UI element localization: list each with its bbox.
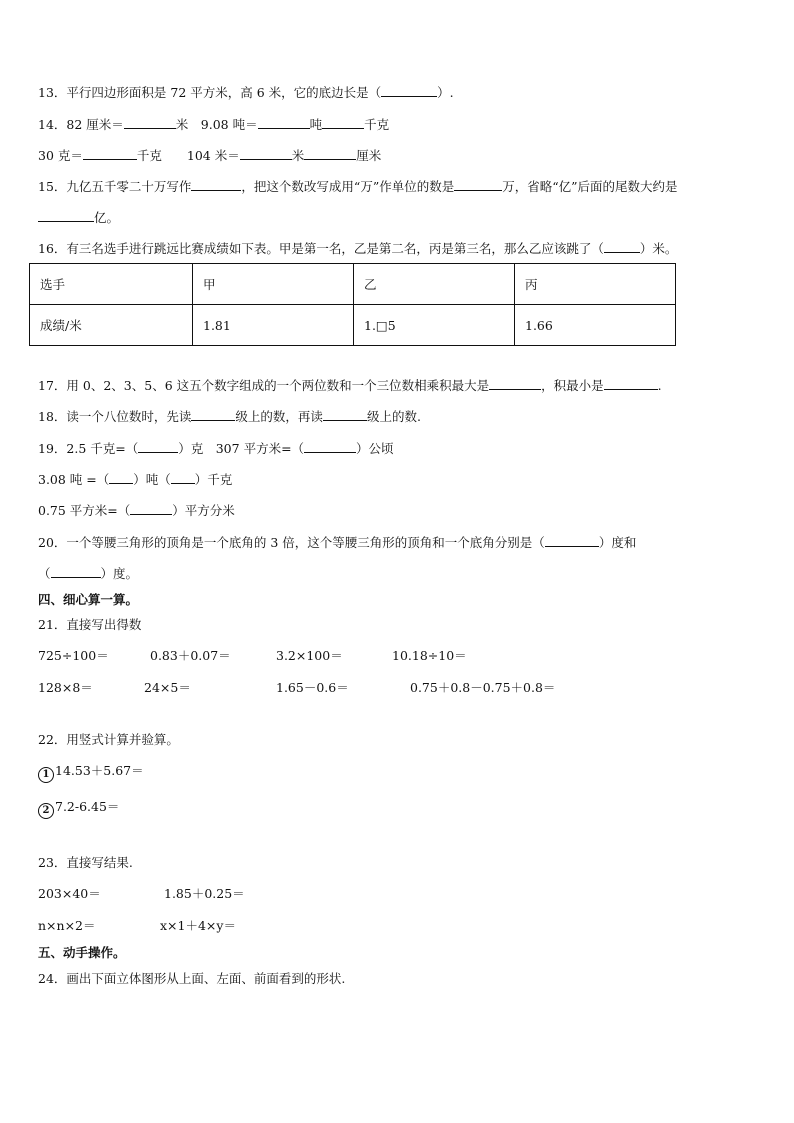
answer-blank[interactable]: [454, 178, 502, 191]
question-14-line-2: [38, 147, 381, 164]
answer-blank[interactable]: [138, 440, 178, 453]
q15-text: 15．九亿五千零二十万写作: [38, 179, 192, 194]
q14-text: 30 克＝: [38, 148, 83, 163]
table-cell: 成绩/米: [30, 305, 193, 346]
table-cell: 1.66: [515, 305, 676, 346]
calc-item: 14.53＋5.67＝: [55, 763, 144, 778]
answer-blank[interactable]: [51, 565, 101, 578]
circled-number-1-icon: 1: [38, 767, 54, 783]
answer-blank[interactable]: [489, 377, 541, 390]
section-heading: 四、细心算一算。: [38, 592, 139, 607]
q15-text: 亿。: [94, 210, 120, 225]
question-15-line-1: [38, 178, 678, 195]
q20-text: （: [38, 566, 51, 581]
q20-text: 20．一个等腰三角形的顶角是一个底角的 3 倍，这个等腰三角形的顶角和一个底角分别是（: [38, 535, 545, 550]
question-17: [38, 377, 662, 394]
q13-text: 13．平行四边形面积是 72 平方米，高 6 米，它的底边长是（: [38, 85, 382, 100]
question-19-line-1: [38, 440, 394, 457]
calc-item: 7.2-6.45＝: [55, 799, 120, 814]
q19-text: ）公顷: [356, 441, 394, 456]
q19-text: ）克 307 平方米=（: [178, 441, 305, 456]
q18-text: 18．读一个八位数时，先读: [38, 409, 192, 424]
table-cell: 1.81: [193, 305, 354, 346]
calc-item: 0.75＋0.8－0.75＋0.8＝: [410, 680, 556, 695]
q22-item-1: [38, 763, 144, 783]
answer-blank[interactable]: [191, 178, 241, 191]
q19-text: 3.08 吨 =（: [38, 472, 110, 487]
calc-item: 3.2×100＝: [276, 648, 343, 663]
q19-text: ）吨（: [133, 472, 171, 487]
q20-text: ）度。: [100, 566, 139, 581]
question-23-title: 23．直接写结果.: [38, 855, 133, 870]
question-15-line-2: [38, 209, 119, 226]
q15-text: 万，省略“亿”后面的尾数大约是: [502, 179, 678, 194]
table-header-row: [30, 264, 676, 305]
answer-blank[interactable]: [381, 84, 437, 97]
calc-item: 203×40＝: [38, 886, 101, 901]
calc-item: 0.83＋0.07＝: [150, 648, 231, 663]
answer-blank[interactable]: [604, 240, 640, 253]
answer-blank[interactable]: [304, 147, 356, 160]
q14-text: 千克 104 米＝: [136, 148, 240, 163]
q19-text: 0.75 平方米=（: [38, 503, 131, 518]
circled-number-2-icon: 2: [38, 803, 54, 819]
table-cell: 甲: [193, 264, 354, 305]
q20-text: ）度和: [598, 535, 637, 550]
calc-item: x×1＋4×y＝: [160, 918, 236, 933]
answer-blank[interactable]: [130, 502, 172, 515]
question-16: [38, 240, 677, 257]
q13-text-end: ）.: [437, 85, 454, 100]
question-19-line-2: [38, 471, 232, 488]
q15-text: ，把这个数改写成用“万”作单位的数是: [241, 179, 455, 194]
q19-text: ）千克: [194, 472, 233, 487]
q14-text: 吨: [309, 117, 323, 132]
calc-item: 1.65－0.6＝: [276, 680, 349, 695]
q19-text: ）平方分米: [172, 503, 235, 518]
q17-text: 17．用 0、2、3、5、6 这五个数字组成的一个两位数和一个三位数相乘积最大是: [38, 378, 490, 393]
answer-blank[interactable]: [240, 147, 292, 160]
calc-item: 725÷100＝: [38, 648, 109, 663]
answer-blank[interactable]: [191, 408, 235, 421]
q17-text: ，积最小是: [541, 378, 604, 393]
answer-blank[interactable]: [258, 116, 310, 129]
q14-text: 千克: [364, 117, 390, 132]
calc-item: 1.85＋0.25＝: [164, 886, 245, 901]
answer-blank[interactable]: [124, 116, 176, 129]
answer-blank[interactable]: [109, 471, 133, 484]
answer-blank[interactable]: [604, 377, 658, 390]
q14-text: 14．82 厘米＝: [38, 117, 124, 132]
q18-text: 级上的数.: [366, 409, 421, 424]
calc-item: 128×8＝: [38, 680, 93, 695]
answer-blank[interactable]: [171, 471, 195, 484]
q22-item-2: [38, 799, 119, 819]
q19-text: 19．2.5 千克=（: [38, 441, 139, 456]
calc-item: 10.18÷10＝: [392, 648, 467, 663]
q14-text: 米: [291, 148, 305, 163]
answer-blank[interactable]: [545, 534, 599, 547]
question-19-line-3: [38, 502, 235, 519]
q16-text: 16．有三名选手进行跳远比赛成绩如下表。甲是第一名，乙是第二名，丙是第三名，那么乙应该跳了（: [38, 241, 604, 256]
q17-text: .: [657, 378, 662, 393]
question-21-title: 21．直接写出得数: [38, 617, 142, 632]
question-18: [38, 408, 421, 425]
table-cell: 丙: [515, 264, 676, 305]
answer-blank[interactable]: [323, 408, 367, 421]
table-cell: 选手: [30, 264, 193, 305]
section-heading: 五、动手操作。: [38, 945, 126, 960]
question-22-title: 22．用竖式计算并验算。: [38, 732, 179, 747]
table-cell: 1.□5: [354, 305, 515, 346]
answer-blank[interactable]: [304, 440, 356, 453]
table-cell: 乙: [354, 264, 515, 305]
q18-text: 级上的数，再读: [235, 409, 323, 424]
question-13: [38, 84, 454, 101]
q16-text: ）米。: [639, 241, 678, 256]
calc-item: 24×5＝: [144, 680, 191, 695]
answer-blank[interactable]: [322, 116, 364, 129]
question-20-line-1: [38, 534, 636, 551]
q14-text: 米 9.08 吨＝: [175, 117, 258, 132]
table-row: [30, 305, 676, 346]
calc-item: n×n×2＝: [38, 918, 96, 933]
question-24: 24．画出下面立体图形从上面、左面、前面看到的形状.: [38, 971, 346, 986]
question-20-line-2: [38, 565, 138, 582]
answer-blank[interactable]: [83, 147, 137, 160]
answer-blank[interactable]: [38, 209, 94, 222]
score-table: [29, 263, 676, 346]
question-14-line-1: [38, 116, 389, 133]
q14-text: 厘米: [356, 148, 382, 163]
